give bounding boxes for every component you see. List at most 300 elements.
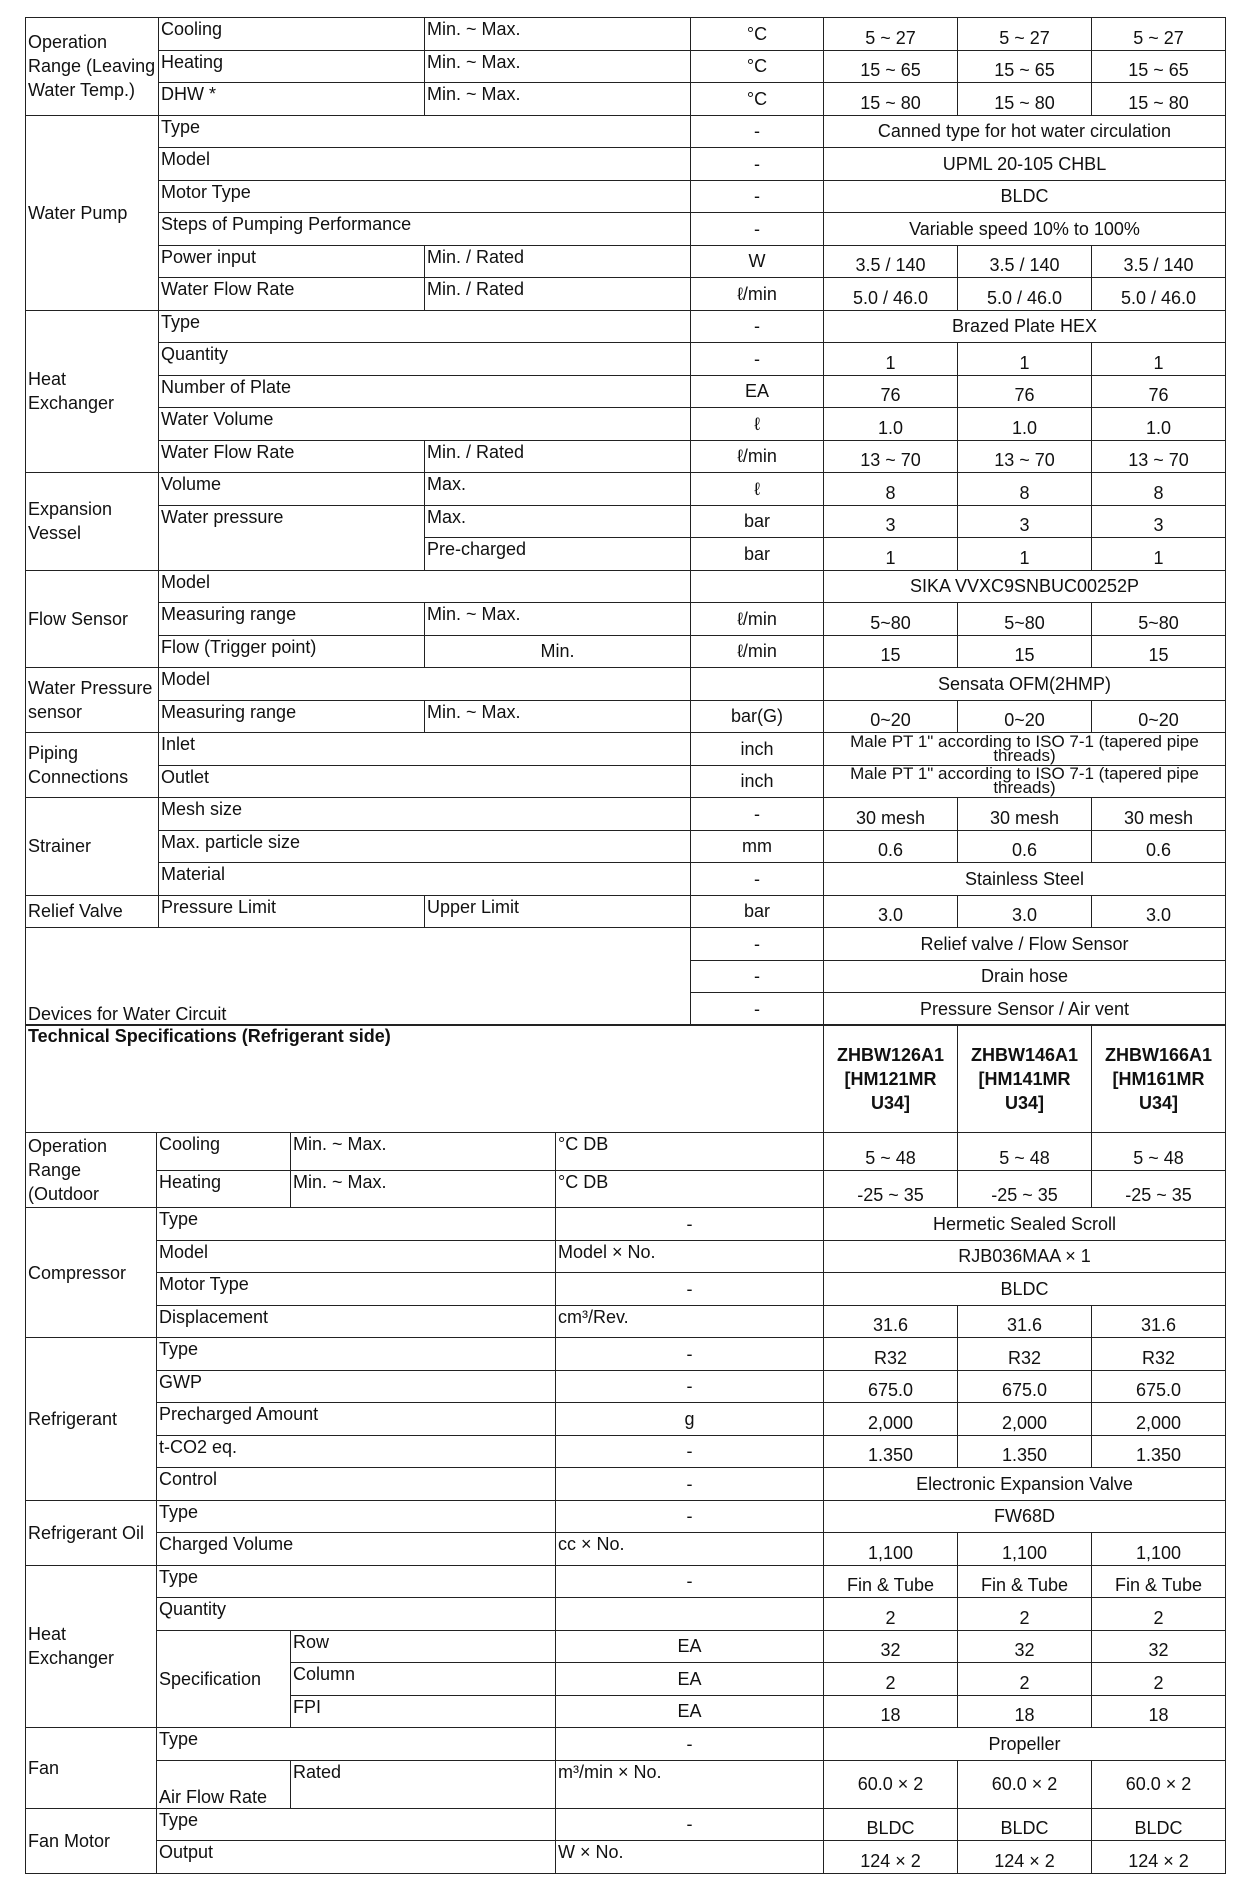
merged-value-cell: Pressure Sensor / Air vent [824, 993, 1226, 1026]
category-label: Operation Range (Leaving Water Temp.) [26, 18, 159, 116]
item-label: Water Volume [159, 408, 691, 441]
item-label: Type [157, 1728, 556, 1761]
table-row [26, 408, 1226, 441]
item-label: Model [159, 570, 691, 603]
value-cell: 15 ~ 65 [1092, 50, 1226, 83]
unit-cell: - [691, 928, 824, 961]
table-row [26, 473, 1226, 506]
value-cell: 32 [1092, 1630, 1226, 1663]
category-label: Refrigerant Oil [26, 1500, 157, 1565]
category-label: Flow Sensor [26, 570, 159, 668]
unit-cell: - [691, 993, 824, 1026]
item-label: Heating [159, 50, 425, 83]
unit-cell: ℓ/min [691, 635, 824, 668]
merged-value-cell: SIKA VVXC9SNBUC00252P [824, 570, 1226, 603]
condition-label: Max. [425, 505, 691, 538]
unit-cell [691, 668, 824, 701]
table-row [26, 375, 1226, 408]
merged-value-cell: BLDC [824, 180, 1226, 213]
item-label: Model [159, 668, 691, 701]
value-cell: 15 ~ 80 [1092, 83, 1226, 116]
table-row [26, 115, 1226, 148]
value-cell: 31.6 [958, 1305, 1092, 1338]
item-label: Steps of Pumping Performance [159, 213, 691, 246]
value-cell: 3.0 [824, 895, 958, 928]
value-cell: 15 [958, 635, 1092, 668]
item-label: Outlet [159, 765, 691, 798]
unit-cell: - [556, 1208, 824, 1241]
item-label: Number of Plate [159, 375, 691, 408]
table-row [26, 895, 1226, 928]
value-cell: 3.5 / 140 [824, 245, 958, 278]
value-cell: 15 ~ 65 [824, 50, 958, 83]
unit-cell: ℓ/min [691, 603, 824, 636]
item-label: Flow (Trigger point) [159, 635, 425, 668]
table-row [26, 1240, 1226, 1273]
unit-cell: - [691, 798, 824, 831]
item-label: Charged Volume [157, 1533, 556, 1566]
table-row [26, 798, 1226, 831]
merged-value-cell: Brazed Plate HEX [824, 310, 1226, 343]
value-cell: 3 [958, 505, 1092, 538]
unit-cell: - [691, 863, 824, 896]
value-cell: 18 [958, 1695, 1092, 1728]
value-cell: 13 ~ 70 [1092, 440, 1226, 473]
value-cell: 1 [1092, 343, 1226, 376]
unit-cell: - [691, 213, 824, 246]
item-label: Type [157, 1500, 556, 1533]
category-label: Compressor [26, 1208, 157, 1338]
condition-label: Column [291, 1663, 556, 1696]
table-row [26, 1760, 1226, 1808]
value-cell: 1.350 [824, 1435, 958, 1468]
category-label: Piping Connections [26, 733, 159, 798]
table-row [26, 343, 1226, 376]
table-row [26, 570, 1226, 603]
unit-cell: Model × No. [556, 1240, 824, 1273]
table-row [26, 1435, 1226, 1468]
unit-cell: cm³/Rev. [556, 1305, 824, 1338]
value-cell: 32 [958, 1630, 1092, 1663]
unit-cell: - [556, 1370, 824, 1403]
value-cell: 5~80 [958, 603, 1092, 636]
value-cell: R32 [958, 1338, 1092, 1371]
value-cell: 5 ~ 48 [1092, 1133, 1226, 1171]
table-row [26, 1808, 1226, 1841]
model-header: ZHBW146A1 [HM141MR U34] [958, 1025, 1092, 1133]
value-cell: 3.5 / 140 [958, 245, 1092, 278]
unit-cell: EA [556, 1695, 824, 1728]
item-label: Type [157, 1208, 556, 1241]
unit-cell: bar [691, 538, 824, 571]
unit-cell: - [691, 960, 824, 993]
value-cell: 76 [958, 375, 1092, 408]
value-cell: 124 × 2 [1092, 1841, 1226, 1874]
item-label: Control [157, 1468, 556, 1501]
merged-value-cell: Drain hose [824, 960, 1226, 993]
value-cell: BLDC [824, 1808, 958, 1841]
unit-cell: - [556, 1565, 824, 1598]
table-row [26, 440, 1226, 473]
unit-cell: EA [691, 375, 824, 408]
model-header: ZHBW166A1 [HM161MR U34] [1092, 1025, 1226, 1133]
value-cell: -25 ~ 35 [1092, 1170, 1226, 1208]
unit-cell: °C [691, 83, 824, 116]
table-row [26, 1403, 1226, 1436]
value-cell: 1,100 [824, 1533, 958, 1566]
value-cell: 124 × 2 [958, 1841, 1092, 1874]
value-cell: 60.0 × 2 [824, 1760, 958, 1808]
value-cell: 30 mesh [824, 798, 958, 831]
unit-cell: inch [691, 765, 824, 798]
condition-label: Min. ~ Max. [291, 1170, 556, 1208]
condition-label: Max. [425, 473, 691, 506]
value-cell: 31.6 [1092, 1305, 1226, 1338]
item-label: Water pressure [159, 505, 425, 570]
table-row [26, 1630, 1226, 1663]
unit-cell: ℓ [691, 473, 824, 506]
merged-value-cell: Male PT 1" according to ISO 7-1 (tapered pipe threads) [824, 765, 1226, 798]
item-label: Cooling [159, 18, 425, 51]
table-row [26, 278, 1226, 311]
table-row [26, 1338, 1226, 1371]
value-cell: 60.0 × 2 [1092, 1760, 1226, 1808]
value-cell: 2 [958, 1598, 1092, 1631]
category-label: Operation Range (Outdoor [26, 1133, 157, 1208]
value-cell: 675.0 [1092, 1370, 1226, 1403]
item-label: Measuring range [159, 700, 425, 733]
section-title: Technical Specifications (Refrigerant side) [26, 1025, 824, 1133]
merged-value-cell: RJB036MAA × 1 [824, 1240, 1226, 1273]
unit-cell: inch [691, 733, 824, 766]
table-row [26, 1370, 1226, 1403]
value-cell: 8 [824, 473, 958, 506]
value-cell: 1.0 [958, 408, 1092, 441]
category-label: Water Pump [26, 115, 159, 310]
value-cell: Fin & Tube [958, 1565, 1092, 1598]
value-cell: 2,000 [958, 1403, 1092, 1436]
unit-cell: bar [691, 895, 824, 928]
value-cell: 2 [958, 1663, 1092, 1696]
condition-label: FPI [291, 1695, 556, 1728]
item-label: Output [157, 1841, 556, 1874]
value-cell: 5 ~ 48 [824, 1133, 958, 1171]
value-cell: 15 [1092, 635, 1226, 668]
value-cell: 0.6 [824, 830, 958, 863]
category-label: Fan [26, 1728, 157, 1809]
item-label: Air Flow Rate [157, 1760, 291, 1808]
item-label: Model [157, 1240, 556, 1273]
item-label: Motor Type [159, 180, 691, 213]
item-label: Quantity [157, 1598, 556, 1631]
value-cell: 2,000 [1092, 1403, 1226, 1436]
table-row [26, 1468, 1226, 1501]
item-label: Heating [157, 1170, 291, 1208]
category-label: Water Pressure sensor [26, 668, 159, 733]
water-side-spec-table [25, 17, 1226, 1026]
value-cell: 5 ~ 27 [958, 18, 1092, 51]
merged-value-cell: UPML 20-105 CHBL [824, 148, 1226, 181]
value-cell: 5.0 / 46.0 [824, 278, 958, 311]
unit-cell: - [691, 148, 824, 181]
item-label: Max. particle size [159, 830, 691, 863]
table-row [26, 1305, 1226, 1338]
unit-cell: - [691, 180, 824, 213]
value-cell: 1 [958, 538, 1092, 571]
table-row [26, 765, 1226, 798]
value-cell: BLDC [1092, 1808, 1226, 1841]
category-label: Heat Exchanger [26, 310, 159, 473]
value-cell: 15 [824, 635, 958, 668]
table-row [26, 1841, 1226, 1874]
merged-value-cell: Male PT 1" according to ISO 7-1 (tapered pipe threads) [824, 733, 1226, 766]
value-cell: Fin & Tube [824, 1565, 958, 1598]
item-label: Measuring range [159, 603, 425, 636]
item-label: Mesh size [159, 798, 691, 831]
item-label: Model [159, 148, 691, 181]
unit-cell: bar [691, 505, 824, 538]
unit-cell: - [556, 1273, 824, 1306]
condition-label: Min. [425, 635, 691, 668]
unit-cell: - [556, 1808, 824, 1841]
value-cell: 13 ~ 70 [824, 440, 958, 473]
table-row [26, 928, 1226, 961]
value-cell: BLDC [958, 1808, 1092, 1841]
table-row [26, 668, 1226, 701]
value-cell: 1 [1092, 538, 1226, 571]
merged-value-cell: Stainless Steel [824, 863, 1226, 896]
value-cell: 5~80 [1092, 603, 1226, 636]
value-cell: 5 ~ 48 [958, 1133, 1092, 1171]
value-cell: Fin & Tube [1092, 1565, 1226, 1598]
unit-cell: W × No. [556, 1841, 824, 1874]
unit-cell: °C [691, 50, 824, 83]
table-row [26, 148, 1226, 181]
condition-label: Min. ~ Max. [425, 18, 691, 51]
value-cell: 1.350 [1092, 1435, 1226, 1468]
value-cell: 1 [824, 343, 958, 376]
value-cell: 1,100 [1092, 1533, 1226, 1566]
value-cell: 1 [958, 343, 1092, 376]
category-label: Heat Exchanger [26, 1565, 157, 1728]
unit-cell: - [691, 310, 824, 343]
category-label: Relief Valve [26, 895, 159, 928]
unit-cell: EA [556, 1630, 824, 1663]
value-cell: 76 [1092, 375, 1226, 408]
condition-label: Min. / Rated [425, 278, 691, 311]
merged-value-cell: Propeller [824, 1728, 1226, 1761]
table-row [26, 1133, 1226, 1171]
value-cell: 1.0 [824, 408, 958, 441]
unit-cell: ℓ [691, 408, 824, 441]
value-cell: 3.0 [958, 895, 1092, 928]
value-cell: 3 [1092, 505, 1226, 538]
condition-label: Upper Limit [425, 895, 691, 928]
unit-cell: - [556, 1728, 824, 1761]
table-row [26, 180, 1226, 213]
unit-cell: °C [691, 18, 824, 51]
item-label: t-CO2 eq. [157, 1435, 556, 1468]
model-header: ZHBW126A1 [HM121MR U34] [824, 1025, 958, 1133]
item-label: Water Flow Rate [159, 440, 425, 473]
value-cell: 1.350 [958, 1435, 1092, 1468]
value-cell: -25 ~ 35 [824, 1170, 958, 1208]
item-label: Volume [159, 473, 425, 506]
unit-cell: ℓ/min [691, 440, 824, 473]
item-label: Motor Type [157, 1273, 556, 1306]
item-label: GWP [157, 1370, 556, 1403]
table-row [26, 1598, 1226, 1631]
value-cell: 2 [1092, 1598, 1226, 1631]
table-row [26, 505, 1226, 538]
value-cell: 0~20 [824, 700, 958, 733]
value-cell: 13 ~ 70 [958, 440, 1092, 473]
merged-value-cell: Hermetic Sealed Scroll [824, 1208, 1226, 1241]
unit-cell: W [691, 245, 824, 278]
value-cell: 0~20 [1092, 700, 1226, 733]
unit-cell: mm [691, 830, 824, 863]
table-row [26, 635, 1226, 668]
item-label: Water Flow Rate [159, 278, 425, 311]
value-cell: 0.6 [1092, 830, 1226, 863]
item-label: Material [159, 863, 691, 896]
value-cell: 2 [1092, 1663, 1226, 1696]
unit-cell: g [556, 1403, 824, 1436]
merged-value-cell: Variable speed 10% to 100% [824, 213, 1226, 246]
unit-cell: EA [556, 1663, 824, 1696]
value-cell: 675.0 [824, 1370, 958, 1403]
item-label: Type [159, 115, 691, 148]
condition-label: Rated [291, 1760, 556, 1808]
item-label: Specification [157, 1630, 291, 1728]
table-row [26, 18, 1226, 51]
unit-cell: cc × No. [556, 1533, 824, 1566]
value-cell: 3.5 / 140 [1092, 245, 1226, 278]
value-cell: 5~80 [824, 603, 958, 636]
value-cell: 76 [824, 375, 958, 408]
unit-cell: °C DB [556, 1133, 824, 1171]
condition-label: Min. ~ Max. [425, 603, 691, 636]
item-label: DHW * [159, 83, 425, 116]
unit-cell: bar(G) [691, 700, 824, 733]
value-cell: 18 [824, 1695, 958, 1728]
table-row [26, 50, 1226, 83]
table-row [26, 830, 1226, 863]
value-cell: 675.0 [958, 1370, 1092, 1403]
value-cell: 5 ~ 27 [1092, 18, 1226, 51]
value-cell: 32 [824, 1630, 958, 1663]
unit-cell [556, 1598, 824, 1631]
value-cell: 30 mesh [1092, 798, 1226, 831]
value-cell: 1.0 [1092, 408, 1226, 441]
unit-cell: - [556, 1435, 824, 1468]
table-row [26, 1533, 1226, 1566]
item-label: Type [157, 1565, 556, 1598]
value-cell: 1 [824, 538, 958, 571]
merged-value-cell: BLDC [824, 1273, 1226, 1306]
value-cell: 2 [824, 1663, 958, 1696]
value-cell: 15 ~ 65 [958, 50, 1092, 83]
condition-label: Min. ~ Max. [291, 1133, 556, 1171]
value-cell: 5.0 / 46.0 [958, 278, 1092, 311]
value-cell: 0.6 [958, 830, 1092, 863]
table-row [26, 603, 1226, 636]
item-label: Type [157, 1808, 556, 1841]
item-label: Power input [159, 245, 425, 278]
value-cell: 5.0 / 46.0 [1092, 278, 1226, 311]
table-row [26, 213, 1226, 246]
table-row [26, 1565, 1226, 1598]
value-cell: 1,100 [958, 1533, 1092, 1566]
unit-cell [691, 570, 824, 603]
spec-sheet [25, 17, 1225, 1874]
unit-cell: - [691, 115, 824, 148]
item-label: Precharged Amount [157, 1403, 556, 1436]
value-cell: 30 mesh [958, 798, 1092, 831]
table-row [26, 863, 1226, 896]
unit-cell: - [556, 1338, 824, 1371]
item-label: Type [159, 310, 691, 343]
value-cell: 5 ~ 27 [824, 18, 958, 51]
value-cell: R32 [824, 1338, 958, 1371]
unit-cell: °C DB [556, 1170, 824, 1208]
merged-value-cell: FW68D [824, 1500, 1226, 1533]
item-label: Inlet [159, 733, 691, 766]
unit-cell: - [556, 1468, 824, 1501]
value-cell: 3.0 [1092, 895, 1226, 928]
condition-label: Min. / Rated [425, 440, 691, 473]
category-label: Expansion Vessel [26, 473, 159, 571]
value-cell: 8 [958, 473, 1092, 506]
unit-cell: ℓ/min [691, 278, 824, 311]
value-cell: 2 [824, 1598, 958, 1631]
table-header-row [26, 1025, 1226, 1133]
table-row [26, 1500, 1226, 1533]
refrigerant-side-spec-table [25, 1024, 1226, 1874]
table-row [26, 1273, 1226, 1306]
table-row [26, 733, 1226, 766]
value-cell: 15 ~ 80 [958, 83, 1092, 116]
merged-value-cell: Sensata OFM(2HMP) [824, 668, 1226, 701]
table-row [26, 1170, 1226, 1208]
merged-value-cell: Electronic Expansion Valve [824, 1468, 1226, 1501]
value-cell: 3 [824, 505, 958, 538]
value-cell: 2,000 [824, 1403, 958, 1436]
unit-cell: - [556, 1500, 824, 1533]
category-label: Refrigerant [26, 1338, 157, 1501]
table-row [26, 1208, 1226, 1241]
value-cell: 18 [1092, 1695, 1226, 1728]
item-label: Cooling [157, 1133, 291, 1171]
value-cell: -25 ~ 35 [958, 1170, 1092, 1208]
value-cell: 15 ~ 80 [824, 83, 958, 116]
condition-label: Min. ~ Max. [425, 700, 691, 733]
value-cell: 124 × 2 [824, 1841, 958, 1874]
item-label: Pressure Limit [159, 895, 425, 928]
condition-label: Row [291, 1630, 556, 1663]
category-label: Devices for Water Circuit [26, 928, 691, 1026]
value-cell: 0~20 [958, 700, 1092, 733]
item-label: Quantity [159, 343, 691, 376]
unit-cell: - [691, 343, 824, 376]
table-row [26, 1728, 1226, 1761]
table-row [26, 245, 1226, 278]
table-row [26, 83, 1226, 116]
category-label: Fan Motor [26, 1808, 157, 1873]
table-row [26, 310, 1226, 343]
value-cell: R32 [1092, 1338, 1226, 1371]
value-cell: 60.0 × 2 [958, 1760, 1092, 1808]
